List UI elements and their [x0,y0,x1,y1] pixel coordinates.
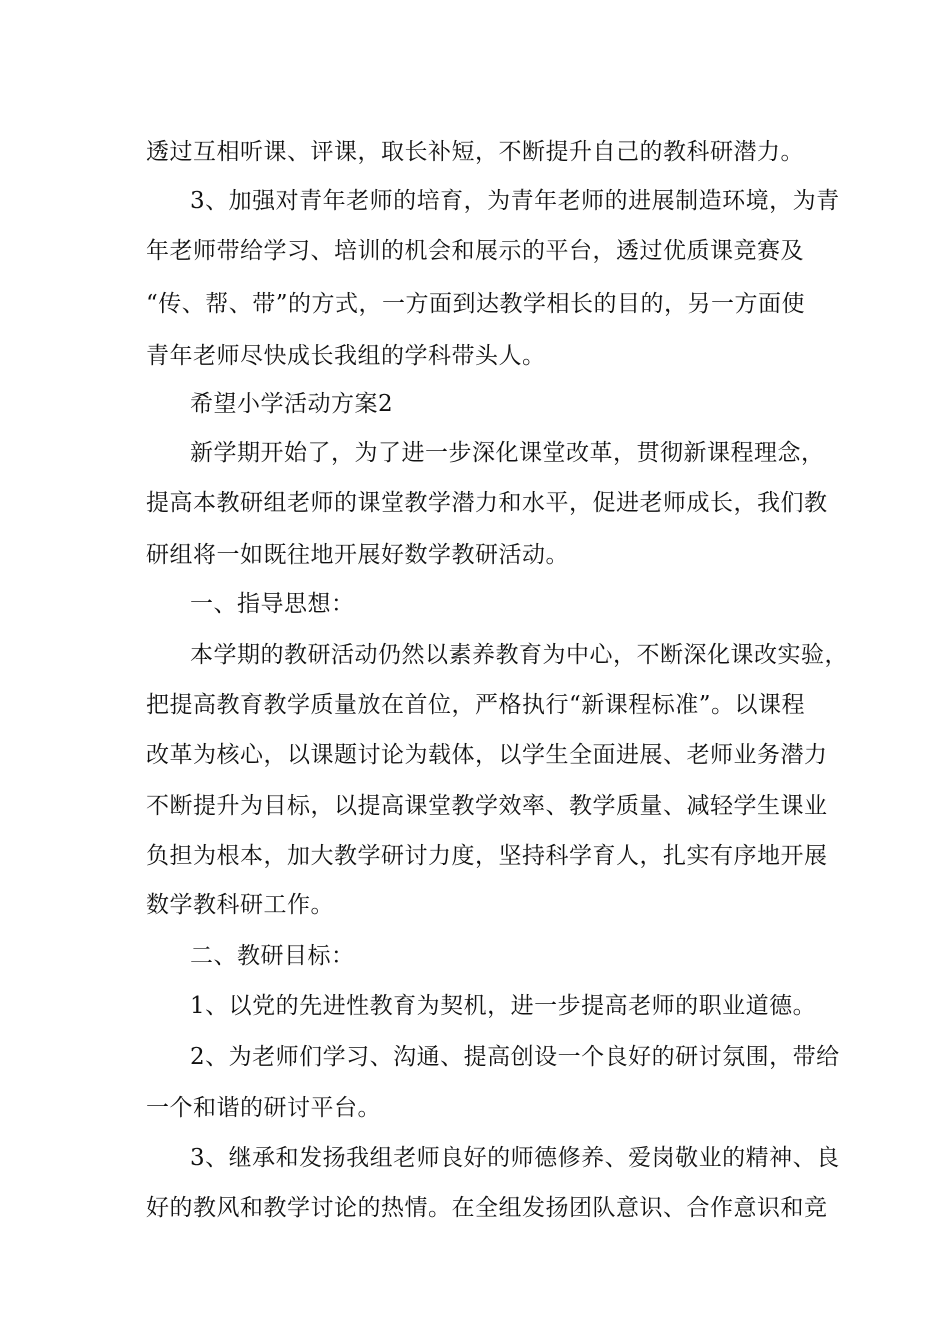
paragraph-line: 把提高教育教学质量放在首位，严格执行“新课程标准”。以课程 [146,692,806,718]
paragraph-line: 改革为核心，以课题讨论为载体，以学生全面进展、老师业务潜力 [146,742,828,768]
paragraph-line: 2、为老师们学习、沟通、提高创设一个良好的研讨氛围，带给 [190,1044,840,1070]
paragraph-line: 新学期开始了，为了进一步深化课堂改革，贯彻新课程理念， [190,440,825,466]
paragraph-line: 好的教风和教学讨论的热情。在全组发扬团队意识、合作意识和竞 [146,1195,828,1221]
paragraph-line: 不断提升为目标，以提高课堂教学效率、教学质量、减轻学生课业 [146,793,828,819]
paragraph-line: 负担为根本，加大教学研讨力度，坚持科学育人，扎实有序地开展 [146,843,828,869]
paragraph-line: 年老师带给学习、培训的机会和展示的平台，透过优质课竞赛及 [146,238,804,264]
paragraph-line: 研组将一如既往地开展好数学教研活动。 [146,542,569,568]
paragraph-line: 提高本教研组老师的课堂教学潜力和水平，促进老师成长，我们教 [146,490,828,516]
section-heading: 二、教研目标： [190,943,355,969]
section-heading: 一、指导思想： [190,591,355,617]
paragraph-line: 3、加强对青年老师的培育，为青年老师的进展制造环境，为青 [190,188,840,214]
paragraph-line: 本学期的教研活动仍然以素养教育为中心，不断深化课改实验， [190,642,848,668]
paragraph-line: “传、帮、带”的方式，一方面到达教学相长的目的，另一方面使 [146,291,806,317]
paragraph-line: 3、继承和发扬我组老师良好的师德修养、爱岗敬业的精神、良 [190,1145,840,1171]
paragraph-line: 1、以党的先进性教育为契机，进一步提高老师的职业道德。 [190,993,817,1019]
section-title: 希望小学活动方案2 [190,391,394,417]
paragraph-line: 数学教科研工作。 [146,892,334,918]
paragraph-line: 青年老师尽快成长我组的学科带头人。 [146,343,546,369]
paragraph-line: 一个和谐的研讨平台。 [146,1095,381,1121]
paragraph-line: 透过互相听课、评课，取长补短，不断提升自己的教科研潜力。 [146,139,804,165]
